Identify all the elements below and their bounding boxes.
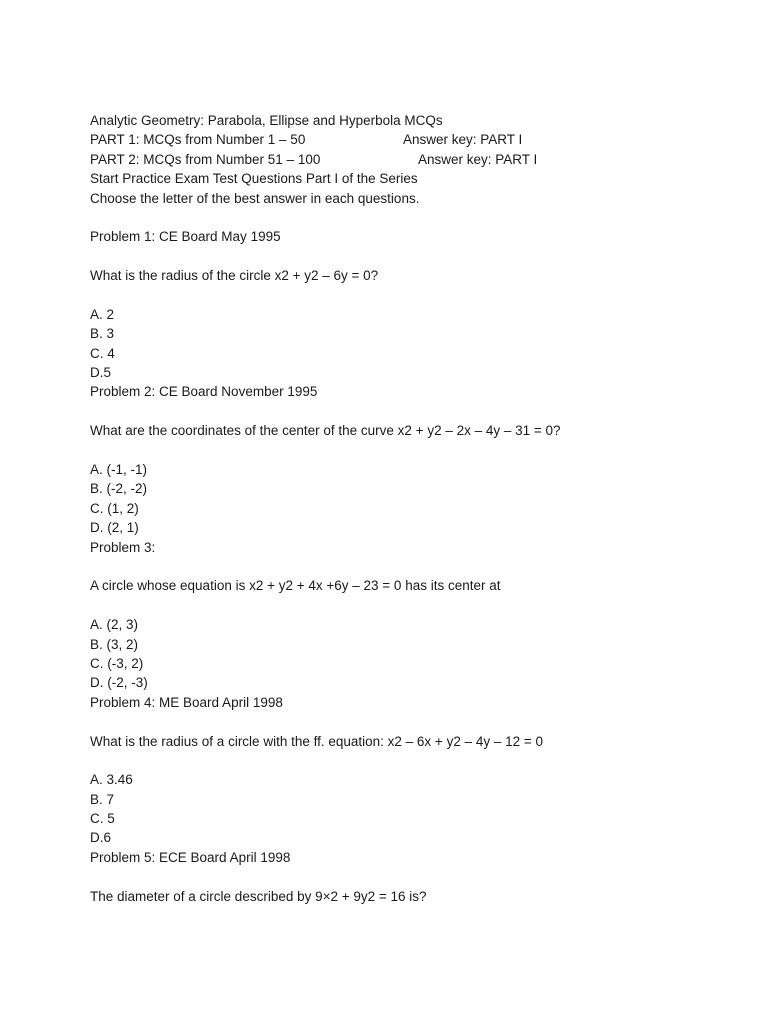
choice-c: C. 5: [90, 811, 115, 827]
problem-question: A circle whose equation is x2 + y2 + 4x +6y – 23 = 0 has its center at: [90, 578, 501, 594]
part-2-range: PART 2: MCQs from Number 51 – 100: [90, 151, 321, 167]
document-header: [90, 111, 730, 208]
instruction-text: Choose the letter of the best answer in each questions.: [90, 190, 420, 206]
problem-heading: Problem 3:: [90, 539, 156, 555]
start-practice-text: Start Practice Exam Test Questions Part I of the Series: [90, 171, 418, 187]
problem-4: [90, 693, 730, 848]
problem-1: [90, 227, 730, 382]
problem-heading: Problem 5: ECE Board April 1998: [90, 849, 291, 865]
choice-a: A. 3.46: [90, 772, 133, 788]
choice-a: A. 2: [90, 306, 115, 322]
choice-a: A. (2, 3): [90, 617, 139, 633]
choice-c: C. (-3, 2): [90, 655, 144, 671]
problem-heading: Problem 4: ME Board April 1998: [90, 694, 283, 710]
choice-b: B. (3, 2): [90, 636, 139, 652]
choice-b: B. 7: [90, 791, 115, 807]
spacer: [90, 208, 730, 227]
document-title: Analytic Geometry: Parabola, Ellipse and Hyperbola MCQs: [90, 113, 443, 128]
choice-b: B. (-2, -2): [90, 481, 148, 497]
problem-heading: Problem 1: CE Board May 1995: [90, 229, 281, 245]
choice-d: D.5: [90, 365, 112, 381]
part-2-answer-key: Answer key: PART I: [418, 151, 538, 167]
part-2-line: [90, 150, 730, 169]
problem-question: What is the radius of a circle with the ff. equation: x2 – 6x + y2 – 4y – 12 = 0: [90, 733, 544, 749]
part-1-line: [90, 130, 730, 149]
problem-5: [90, 848, 730, 906]
document-page: [90, 111, 730, 906]
problem-2: [90, 382, 730, 537]
choice-d: D. (2, 1): [90, 520, 139, 536]
choice-d: D. (-2, -3): [90, 675, 148, 691]
part-1-range: PART 1: MCQs from Number 1 – 50: [90, 132, 306, 148]
problem-question: The diameter of a circle described by 9×2 + 9y2 = 16 is?: [90, 888, 427, 904]
choice-a: A. (-1, -1): [90, 462, 148, 478]
problem-3: [90, 538, 730, 693]
choice-d: D.6: [90, 830, 112, 846]
choice-c: C. 4: [90, 345, 115, 361]
problem-heading: Problem 2: CE Board November 1995: [90, 384, 318, 400]
part-1-answer-key: Answer key: PART I: [403, 132, 523, 148]
problem-question: What are the coordinates of the center of the curve x2 + y2 – 2x – 4y – 31 = 0?: [90, 423, 561, 439]
choice-b: B. 3: [90, 326, 115, 342]
problem-question: What is the radius of the circle x2 + y2 – 6y = 0?: [90, 268, 379, 284]
choice-c: C. (1, 2): [90, 500, 139, 516]
